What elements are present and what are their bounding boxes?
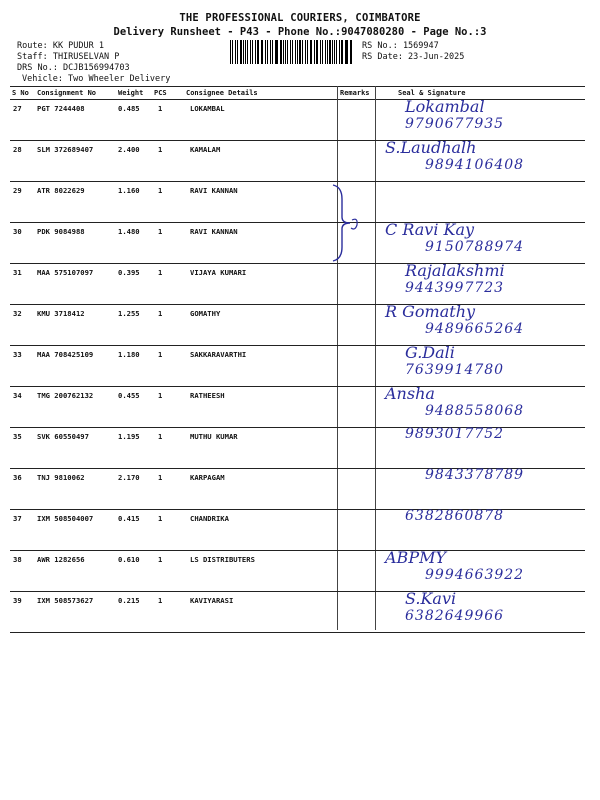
row-sno: 34 bbox=[13, 391, 22, 400]
row-consignment: SVK 60550497 bbox=[37, 432, 89, 441]
row-sno: 38 bbox=[13, 555, 22, 564]
company-title: THE PROFESSIONAL COURIERS, COIMBATORE bbox=[179, 12, 421, 24]
row-weight: 0.215 bbox=[118, 596, 140, 605]
signature-phone: 9843378789 bbox=[425, 467, 525, 483]
signature-phone: 7639914780 bbox=[405, 362, 505, 378]
signature-name: G.Dali bbox=[405, 343, 455, 362]
row-pcs: 1 bbox=[158, 391, 163, 400]
row-pcs: 1 bbox=[158, 268, 163, 277]
row-consignee: KARPAGAM bbox=[190, 473, 225, 482]
col-header-weight: Weight bbox=[118, 89, 144, 97]
row-consignment: TMG 200762132 bbox=[37, 391, 94, 400]
row-weight: 2.400 bbox=[118, 145, 140, 154]
row-signature bbox=[375, 221, 590, 255]
signature-name: R Gomathy bbox=[385, 302, 476, 321]
barcode-icon bbox=[230, 40, 354, 64]
drs-label: DRS No.: DCJB156994703 bbox=[17, 63, 130, 73]
row-signature bbox=[375, 344, 590, 378]
row-sno: 27 bbox=[13, 104, 22, 113]
row-pcs: 1 bbox=[158, 432, 163, 441]
col-header-sno: S No bbox=[12, 89, 29, 97]
signature-name: Ansha bbox=[385, 384, 435, 403]
row-weight: 0.415 bbox=[118, 514, 140, 523]
signature-phone: 9790677935 bbox=[405, 116, 505, 132]
signature-name: ABPMY bbox=[385, 548, 447, 567]
row-consignment: ATR 8022629 bbox=[37, 186, 85, 195]
row-weight: 0.395 bbox=[118, 268, 140, 277]
row-signature bbox=[375, 303, 590, 337]
row-sno: 32 bbox=[13, 309, 22, 318]
signature-name: S.Kavi bbox=[405, 589, 457, 608]
row-consignee: LOKAMBAL bbox=[190, 104, 225, 113]
row-weight: 1.480 bbox=[118, 227, 140, 236]
row-consignment: SLM 372689407 bbox=[37, 145, 94, 154]
row-consignment: PDK 9084988 bbox=[37, 227, 85, 236]
row-consignee: MUTHU KUMAR bbox=[190, 432, 238, 441]
row-consignment: PGT 7244408 bbox=[37, 104, 85, 113]
row-signature bbox=[375, 98, 590, 132]
row-pcs: 1 bbox=[158, 350, 163, 359]
row-sno: 31 bbox=[13, 268, 22, 277]
row-weight: 1.195 bbox=[118, 432, 140, 441]
row-signature bbox=[375, 262, 590, 296]
signature-name: Lokambal bbox=[405, 97, 485, 116]
brace-icon bbox=[330, 183, 360, 263]
row-consignment: IXM 508573627 bbox=[37, 596, 94, 605]
row-weight: 2.170 bbox=[118, 473, 140, 482]
row-pcs: 1 bbox=[158, 473, 163, 482]
signature-phone: 9489665264 bbox=[425, 321, 525, 337]
row-sno: 37 bbox=[13, 514, 22, 523]
row-pcs: 1 bbox=[158, 309, 163, 318]
row-weight: 1.160 bbox=[118, 186, 140, 195]
col-header-consignment: Consignment No bbox=[37, 89, 97, 97]
row-consignment: IXM 508504007 bbox=[37, 514, 94, 523]
row-signature bbox=[375, 385, 590, 419]
row-weight: 0.455 bbox=[118, 391, 140, 400]
row-sno: 28 bbox=[13, 145, 22, 154]
route-label: Route: KK PUDUR 1 bbox=[17, 41, 104, 51]
col-header-remarks: Remarks bbox=[340, 89, 370, 97]
col-header-consignee: Consignee Details bbox=[186, 89, 258, 97]
row-signature bbox=[375, 426, 590, 442]
signature-phone: 6382860878 bbox=[405, 508, 505, 524]
row-weight: 0.485 bbox=[118, 104, 140, 113]
row-sno: 36 bbox=[13, 473, 22, 482]
row-signature bbox=[375, 508, 590, 524]
row-consignee: RAVI KANNAN bbox=[190, 227, 238, 236]
row-pcs: 1 bbox=[158, 227, 163, 236]
row-consignee: KAMALAM bbox=[190, 145, 221, 154]
row-weight: 0.610 bbox=[118, 555, 140, 564]
row-consignee: VIJAYA KUMARI bbox=[190, 268, 247, 277]
row-signature bbox=[375, 139, 590, 173]
row-consignee: SAKKARAVARTHI bbox=[190, 350, 247, 359]
table-top-rule bbox=[10, 86, 585, 87]
row-pcs: 1 bbox=[158, 104, 163, 113]
signature-name: C Ravi Kay bbox=[385, 220, 475, 239]
row-consignment: MAA 575107097 bbox=[37, 268, 94, 277]
row-weight: 1.255 bbox=[118, 309, 140, 318]
signature-phone: 9150788974 bbox=[425, 239, 525, 255]
signature-phone: 9443997723 bbox=[405, 280, 505, 296]
row-consignment: KMU 3718412 bbox=[37, 309, 85, 318]
row-weight: 1.180 bbox=[118, 350, 140, 359]
signature-phone: 9488558068 bbox=[425, 403, 525, 419]
rs-date: RS Date: 23-Jun-2025 bbox=[362, 52, 465, 62]
row-consignee: CHANDRIKA bbox=[190, 514, 229, 523]
row-consignee: RATHEESH bbox=[190, 391, 225, 400]
row-pcs: 1 bbox=[158, 145, 163, 154]
row-consignee: RAVI KANNAN bbox=[190, 186, 238, 195]
row-sno: 33 bbox=[13, 350, 22, 359]
row-sno: 29 bbox=[13, 186, 22, 195]
row-sno: 39 bbox=[13, 596, 22, 605]
row-sno: 35 bbox=[13, 432, 22, 441]
row-consignee: GOMATHY bbox=[190, 309, 221, 318]
col-header-signature: Seal & Signature bbox=[398, 89, 466, 97]
row-signature bbox=[375, 549, 590, 583]
row-divider bbox=[10, 632, 585, 633]
signature-phone: 9894106408 bbox=[425, 157, 525, 173]
remarks-divider bbox=[337, 86, 338, 630]
row-signature bbox=[375, 590, 590, 624]
row-consignee: KAVIYARASI bbox=[190, 596, 234, 605]
row-consignee: LS DISTRIBUTERS bbox=[190, 555, 255, 564]
rs-number: RS No.: 1569947 bbox=[362, 41, 439, 51]
row-consignment: TNJ 9810062 bbox=[37, 473, 85, 482]
row-signature bbox=[375, 467, 590, 483]
vehicle-label: Vehicle: Two Wheeler Delivery bbox=[22, 74, 171, 84]
row-pcs: 1 bbox=[158, 514, 163, 523]
signature-name: S.Laudhalh bbox=[385, 138, 477, 157]
row-pcs: 1 bbox=[158, 186, 163, 195]
row-consignment: AWR 1282656 bbox=[37, 555, 85, 564]
row-pcs: 1 bbox=[158, 596, 163, 605]
row-pcs: 1 bbox=[158, 555, 163, 564]
signature-phone: 9893017752 bbox=[405, 426, 505, 442]
signature-phone: 9994663922 bbox=[425, 567, 525, 583]
row-divider bbox=[10, 181, 585, 182]
staff-label: Staff: THIRUSELVAN P bbox=[17, 52, 120, 62]
row-sno: 30 bbox=[13, 227, 22, 236]
signature-phone: 6382649966 bbox=[405, 608, 505, 624]
signature-name: Rajalakshmi bbox=[405, 261, 505, 280]
col-header-pcs: PCS bbox=[154, 89, 167, 97]
row-consignment: MAA 708425109 bbox=[37, 350, 94, 359]
runsheet-title: Delivery Runsheet - P43 - Phone No.:9047080280 - Page No.:3 bbox=[113, 26, 487, 38]
